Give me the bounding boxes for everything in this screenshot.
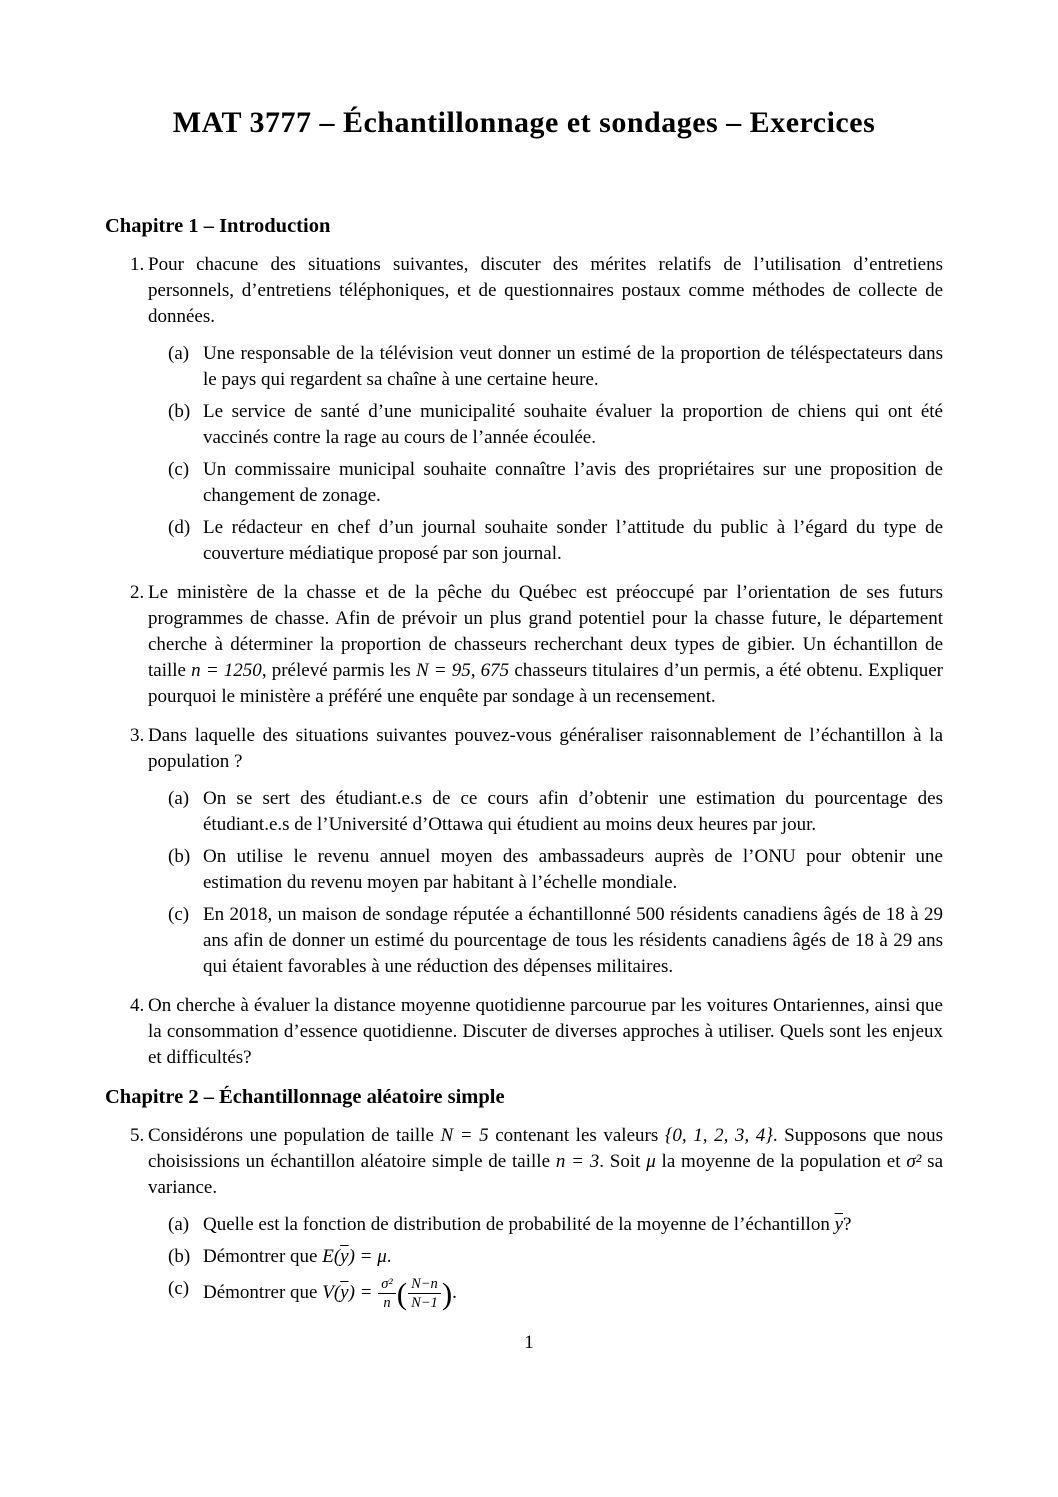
math-variance-open: V(: [322, 1281, 341, 1303]
math-sample-size: n = 3: [555, 1151, 600, 1172]
math-ybar-symbol: $\overline{y}$: [340, 1246, 349, 1267]
exercise-1-item-d-text: Le rédacteur en chef d’un journal souhaite sonder l’attitude du public à l’égard du type de couverture médiatique proposé par son journal.: [203, 517, 943, 564]
math-population-size: N = 95, 675: [415, 660, 510, 681]
text-run: . Soit: [599, 1151, 647, 1172]
text-run: , prélevé parmis les: [261, 660, 416, 681]
exercise-3-number: 3.: [130, 725, 145, 746]
exercise-3-item-a-label: (a): [168, 788, 190, 809]
exercise-1-item-b-text: Le service de santé d’une municipalité souhaite évaluer la proportion de chiens qui ont été vaccinés contre la rage au cours de l’année écoulée.: [203, 401, 943, 448]
text-run: . Supposons que nous choisissions un échantillon aléatoire simple de taille: [148, 1125, 943, 1172]
document-title: MAT 3777 – Échantillonnage et sondages – Exercices: [172, 106, 876, 139]
exercise-3-item-b-label: (b): [168, 846, 191, 867]
exercise-4: [105, 993, 943, 1071]
text-run: Considérons une population de taille: [148, 1125, 441, 1146]
math-population-size: N = 5: [440, 1125, 489, 1146]
fraction-denominator: n: [383, 1295, 391, 1311]
math-mu-symbol: μ: [646, 1151, 656, 1172]
exercise-1-item-a-text: Une responsable de la télévision veut donner un estimé de la proportion de téléspectateurs dans le pays qui regardent sa chaîne à une certaine heure.: [203, 343, 943, 390]
text-run: ?: [843, 1214, 852, 1235]
page-number: 1: [524, 1332, 534, 1353]
text-run: sa variance.: [148, 1151, 944, 1198]
exercise-1-item-d-label: (d): [168, 517, 191, 538]
exercise-3-item-a-text: On se sert des étudiant.e.s de ce cours afin d’obtenir une estimation du pourcentage des étudiant.e.s de l’Université d’Ottawa qui étudient au moins deux heures par jour.: [203, 788, 943, 835]
exercise-1: [105, 252, 943, 567]
math-equals-mu: ) = μ: [348, 1246, 387, 1267]
exercise-4-text: On cherche à évaluer la distance moyenne quotidienne parcourue par les voitures Ontariennes, ainsi que la consommation d’essence quotidienne. Discuter de diverses approches à utiliser. Quels sont les enjeux et difficultés?: [148, 995, 943, 1068]
exercise-1-item-b-label: (b): [168, 401, 191, 422]
exercise-1-number: 1.: [130, 254, 145, 275]
text-run: Quelle est la fonction de distribution de probabilité de la moyenne de l’échantillon: [203, 1214, 835, 1235]
text-run: contenant les valeurs: [488, 1125, 665, 1146]
exercise-1-item-c-label: (c): [168, 459, 190, 480]
math-ybar-symbol: $\overline{y}$: [340, 1281, 349, 1303]
document-content: [105, 0, 943, 1311]
fraction-sigma2-over-n: [378, 1276, 396, 1311]
exercise-3-item-c-label: (c): [168, 904, 190, 925]
exercise-1-item-d: [148, 515, 943, 567]
exercise-3-item-c-text: En 2018, un maison de sondage réputée a échantillonné 500 résidents canadiens âgés de 18 à 29 ans afin de donner un estimé du pourcentage de tous les résidents canadiens âgés de 18 à 29 ans qui étaient favorables à une réduction des dépenses militaires.: [203, 904, 943, 977]
exercise-3-item-b: [148, 844, 943, 896]
text-run: chasseurs titulaires d’un permis, a été obtenu. Expliquer pourquoi le ministère a préféré une enquête par sondage à un recensement.: [148, 660, 944, 707]
exercise-5-item-b-label: (b): [168, 1246, 191, 1267]
text-run: .: [452, 1281, 457, 1303]
exercise-1-item-a: [148, 341, 943, 393]
exercise-2-text: [148, 580, 943, 710]
text-run: Démontrer que: [203, 1281, 323, 1303]
math-value-set: {0, 1, 2, 3, 4}: [664, 1125, 773, 1146]
exercise-5-text: [148, 1123, 943, 1201]
math-sample-size: n = 1250: [191, 660, 262, 681]
text-run: Le ministère de la chasse et de la pêche du Québec est préoccupé par l’orientation de ses futurs programmes de chasse. Afin de prévoir un plus grand potentiel pour la chasse future, le département cherche à déterminer la proportion de chasseurs recherchant deux types de gibier. Un échantillon de taille: [148, 582, 943, 681]
fraction-fpc: [408, 1276, 441, 1311]
exercise-1-item-b: [148, 399, 943, 451]
exercise-3: [105, 723, 943, 980]
fraction-numerator: N−n: [408, 1276, 441, 1294]
exercise-1-item-a-label: (a): [168, 343, 190, 364]
exercise-1-text: Pour chacune des situations suivantes, discuter des mérites relatifs de l’utilisation d’entretiens personnels, d’entretiens téléphoniques, et de questionnaires postaux comme méthodes de collecte de données.: [148, 254, 943, 327]
exercise-5: [105, 1123, 943, 1311]
exercise-2: [105, 580, 943, 710]
fraction-denominator: N−1: [411, 1295, 438, 1311]
math-sigma-squared-symbol: σ²: [906, 1151, 922, 1172]
exercise-3-item-a: [148, 786, 943, 838]
math-expectation-open: E(: [322, 1246, 341, 1267]
text-run: Démontrer que: [203, 1246, 323, 1267]
fraction-numerator: σ²: [378, 1276, 396, 1294]
exercise-1-item-c-text: Un commissaire municipal souhaite connaître l’avis des propriétaires sur une proposition de changement de zonage.: [203, 459, 943, 506]
exercise-5-item-b-text: [203, 1244, 943, 1270]
text-run: .: [386, 1246, 392, 1267]
exercise-3-text: Dans laquelle des situations suivantes pouvez-vous généraliser raisonnablement de l’échantillon à la population ?: [148, 725, 943, 772]
math-equals-sign: ) =: [348, 1281, 378, 1303]
exercise-5-item-a: [148, 1212, 943, 1238]
exercise-1-item-c: [148, 457, 943, 509]
exercise-5-item-a-label: (a): [168, 1214, 190, 1235]
exercise-5-item-b: [148, 1244, 943, 1270]
exercise-5-number: 5.: [130, 1125, 145, 1146]
exercise-3-item-c: [148, 902, 943, 980]
left-paren: (: [396, 1276, 408, 1311]
exercise-5-item-c-text: [203, 1276, 943, 1311]
exercise-4-number: 4.: [130, 995, 145, 1016]
chapter-1-heading: Chapitre 1 – Introduction: [105, 215, 331, 237]
exercise-2-number: 2.: [130, 582, 145, 603]
exercise-5-item-a-text: [203, 1212, 943, 1238]
exercise-3-item-b-text: On utilise le revenu annuel moyen des ambassadeurs auprès de l’ONU pour obtenir une estimation du revenu moyen par habitant à l’échelle mondiale.: [203, 846, 943, 893]
math-ybar-symbol: $\overline{y}$: [834, 1214, 844, 1235]
chapter-2-heading: Chapitre 2 – Échantillonnage aléatoire simple: [105, 1086, 505, 1108]
exercise-5-item-c-label: (c): [168, 1278, 190, 1299]
text-run: la moyenne de la population et: [655, 1151, 907, 1172]
exercise-5-item-c: [148, 1276, 943, 1311]
right-paren: ): [441, 1276, 453, 1311]
